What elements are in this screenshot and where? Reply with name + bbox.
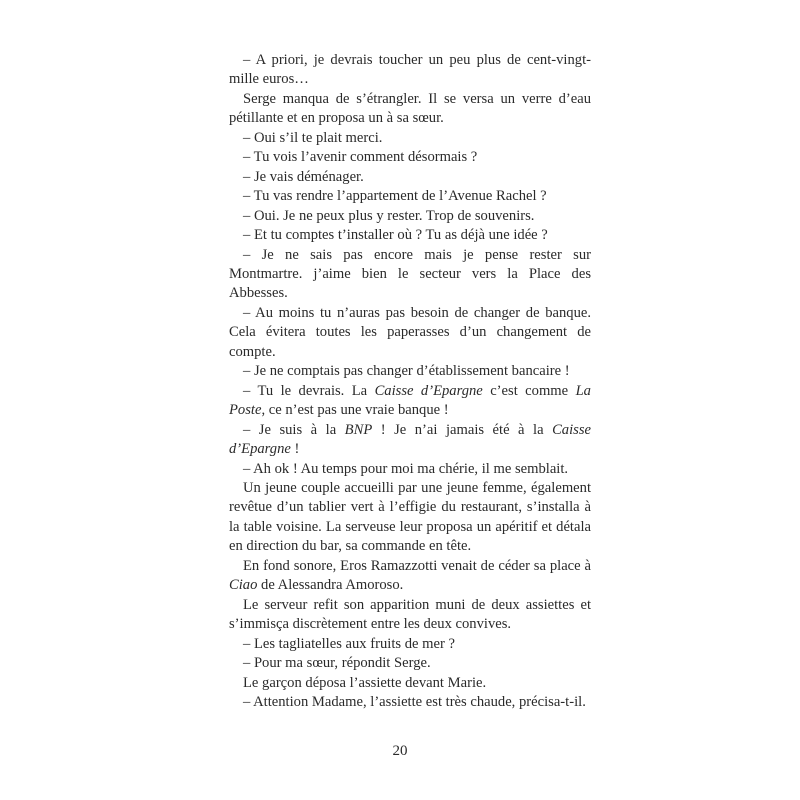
italic-run: Caisse d’Epargne <box>374 382 483 399</box>
text-run: ! Je n’ai jamais été à la <box>372 421 553 438</box>
paragraph: – Ah ok ! Au temps pour moi ma chérie, il me semblait. <box>243 460 569 477</box>
text-run: – Je suis à la <box>243 421 345 438</box>
text-run: c’est comme <box>482 382 576 399</box>
text-run: , ce n’est pas une vraie banque ! <box>261 402 449 419</box>
paragraph: – Je vais déménager. <box>243 168 364 185</box>
text-run: de Alessandra Amoroso. <box>257 577 404 594</box>
italic-run: BNP <box>344 421 373 438</box>
paragraph: Le garçon déposa l’assiette devant Marie. <box>243 674 487 691</box>
paragraph: – A priori, je devrais toucher un peu plus de cent-vingt-mille euros… <box>229 52 591 88</box>
text-run: – Tu le devrais. La <box>243 382 375 399</box>
paragraph: – Pour ma sœur, répondit Serge. <box>243 655 431 672</box>
text-run: ! <box>290 441 300 458</box>
paragraph <box>229 557 591 596</box>
paragraph: – Au moins tu n’auras pas besoin de changer de banque. Cela évitera toutes les paperasses d’un changement de compte. <box>229 304 591 360</box>
paragraph <box>229 421 591 460</box>
paragraph: Serge manqua de s’étrangler. Il se versa un verre d’eau pétillante et en proposa un à sa sœur. <box>229 90 591 127</box>
paragraph: – Oui. Je ne peux plus y rester. Trop de souvenirs. <box>243 207 535 224</box>
paragraph <box>229 382 591 421</box>
paragraph: – Et tu comptes t’installer où ? Tu as déjà une idée ? <box>243 227 548 244</box>
body-text <box>229 51 591 712</box>
paragraph: – Tu vois l’avenir comment désormais ? <box>243 149 478 166</box>
page-number: 20 <box>392 743 408 759</box>
paragraph: Un jeune couple accueilli par une jeune femme, également revêtue d’un tablier vert à l’effigie du restaurant, s’installa à la table voisine. La serveuse leur proposa un apéritif et détala en direction du bar, sa commande en tête. <box>229 479 591 555</box>
paragraph: – Tu vas rendre l’appartement de l’Avenue Rachel ? <box>243 188 547 205</box>
italic-run: Caisse d’Epargne <box>229 421 591 458</box>
paragraph: – Les tagliatelles aux fruits de mer ? <box>243 635 455 652</box>
italic-run: Ciao <box>229 577 258 594</box>
paragraph: – Je ne sais pas encore mais je pense rester sur Montmartre. j’aime bien le secteur vers la Place des Abbesses. <box>229 246 591 302</box>
paragraph: – Attention Madame, l’assiette est très chaude, précisa-t-il. <box>243 693 586 710</box>
paragraph: – Oui s’il te plait merci. <box>243 129 383 146</box>
paragraph: – Je ne comptais pas changer d’établissement bancaire ! <box>243 363 570 380</box>
text-run: En fond sonore, Eros Ramazzotti venait de céder sa place à <box>243 557 591 574</box>
paragraph: Le serveur refit son apparition muni de deux assiettes et s’immisça discrètement entre les deux convives. <box>229 596 591 633</box>
italic-run: La Poste <box>229 382 591 419</box>
